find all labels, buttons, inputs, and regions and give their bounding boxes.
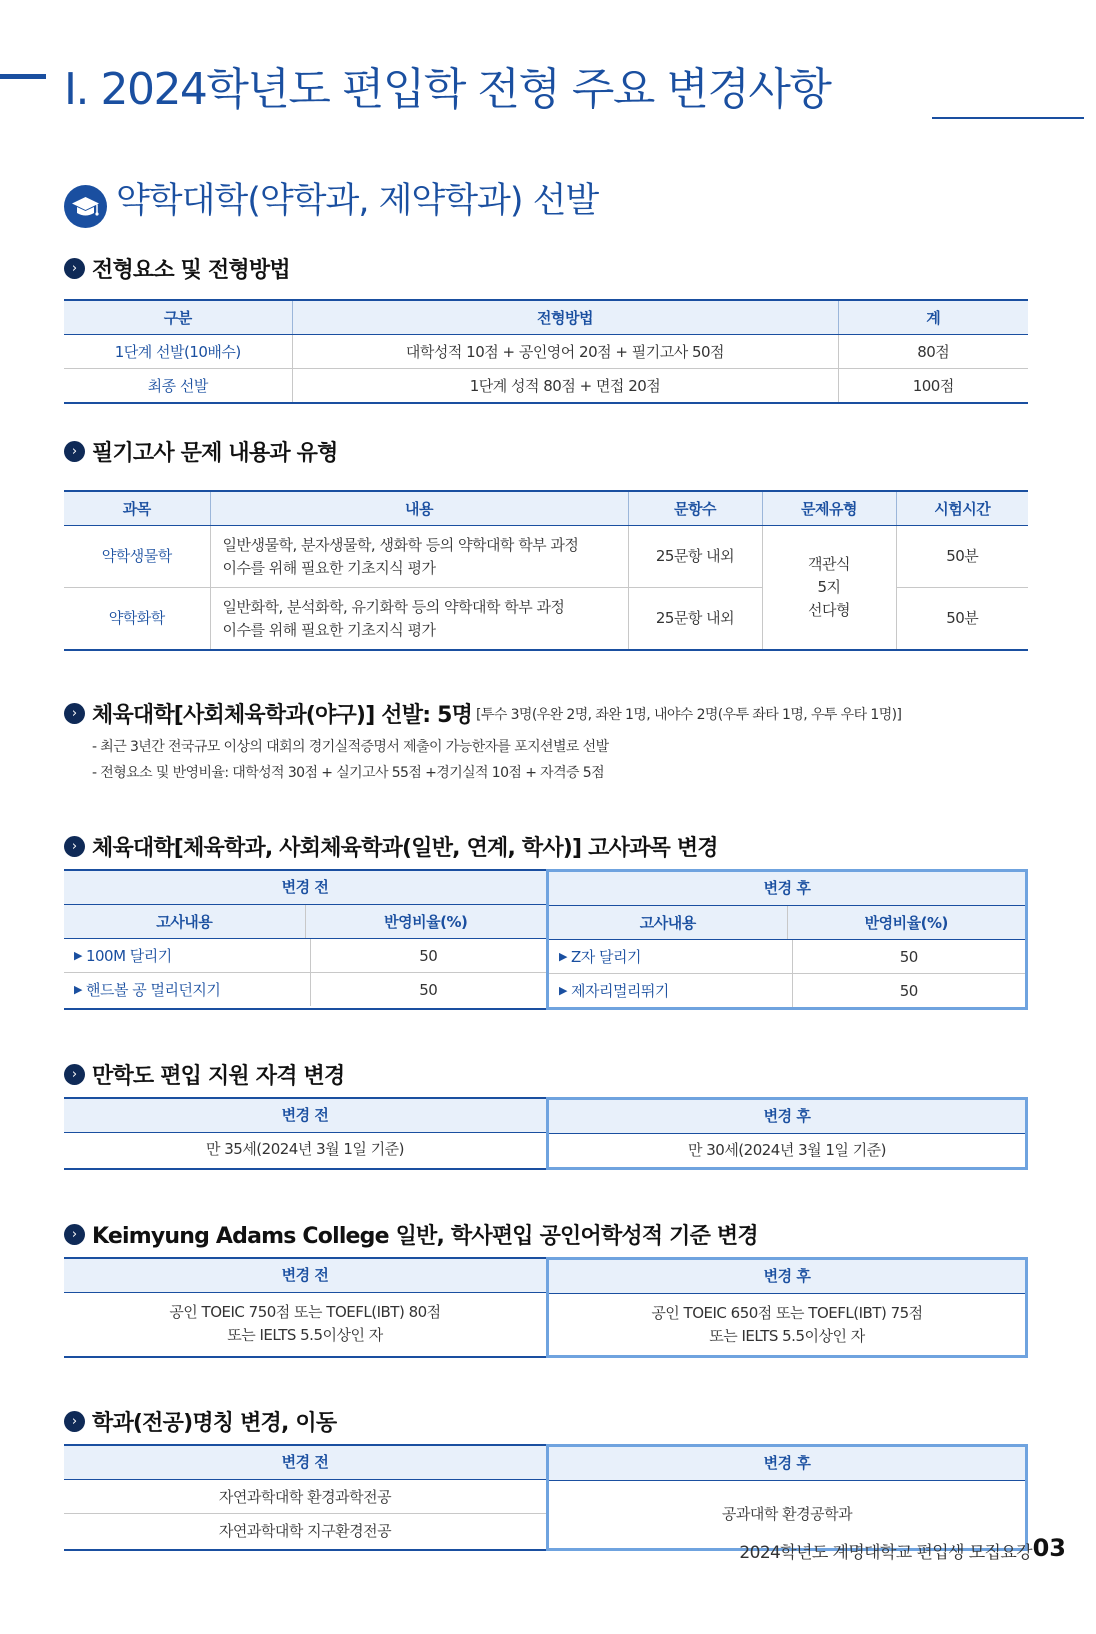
chevron-right-icon: › bbox=[64, 1224, 85, 1245]
subsection-title: 체육대학[사회체육학과(야구)] 선발: 5명 bbox=[92, 703, 473, 728]
table-cell: 자연과학대학 지구환경전공 bbox=[218, 1522, 392, 1540]
cell-text: Z자 달리기 bbox=[570, 948, 641, 966]
chevron-right-icon: › bbox=[64, 441, 85, 462]
content-line: 이수를 위해 필요한 기초지식 평가 bbox=[222, 558, 436, 577]
table-row bbox=[64, 1480, 546, 1514]
written-exam-table bbox=[64, 490, 1028, 651]
before-label: 변경 전 bbox=[64, 871, 546, 905]
content-line: 일반화학, 분석화학, 유기화학 등의 약학대학 학부 과정 bbox=[222, 597, 565, 616]
table-row bbox=[64, 526, 1028, 588]
column-header: 문제유형 bbox=[762, 491, 896, 526]
time-cell: 50분 bbox=[896, 526, 1028, 588]
after-panel bbox=[546, 869, 1028, 1010]
count-cell: 25문항 내외 bbox=[628, 588, 762, 651]
title-underline bbox=[932, 117, 1084, 119]
before-panel bbox=[64, 869, 546, 1010]
chevron-right-icon: › bbox=[64, 703, 85, 724]
table-cell: 50 bbox=[792, 974, 1026, 1007]
table-header-row bbox=[64, 905, 546, 939]
title-accent-bar bbox=[0, 74, 46, 79]
selection-method-table bbox=[64, 299, 1028, 404]
subsection-title: 만학도 편입 지원 자격 변경 bbox=[92, 1064, 345, 1089]
type-line: 선다형 bbox=[808, 601, 850, 619]
value-line: 또는 IELTS 5.5이상인 자 bbox=[227, 1325, 383, 1344]
age-eligibility-table bbox=[64, 1097, 1028, 1170]
footer-text: 2024학년도 계명대학교 편입생 모집요강 bbox=[739, 1543, 1032, 1563]
column-header: 반영비율(%) bbox=[787, 906, 1026, 939]
table-cell: 50 bbox=[310, 939, 547, 972]
chevron-right-icon: › bbox=[64, 1411, 85, 1432]
table-cell: 대학성적 10점 + 공인영어 20점 + 필기고사 50점 bbox=[292, 335, 838, 369]
table-cell bbox=[549, 940, 792, 973]
table-header-row bbox=[64, 491, 1028, 526]
language-score-table bbox=[64, 1257, 1028, 1358]
type-line: 5지 bbox=[817, 578, 841, 596]
before-value bbox=[64, 1293, 546, 1354]
column-header: 과목 bbox=[64, 491, 210, 526]
table-header-row bbox=[64, 300, 1028, 335]
after-value bbox=[549, 1294, 1025, 1355]
time-cell: 50분 bbox=[896, 588, 1028, 651]
chevron-right-icon: › bbox=[64, 836, 85, 857]
after-label: 변경 후 bbox=[549, 1447, 1025, 1481]
table-cell bbox=[64, 973, 310, 1006]
table-cell: 최종 선발 bbox=[64, 369, 292, 404]
value-line: 공인 TOEIC 650점 또는 TOEFL(IBT) 75점 bbox=[651, 1303, 923, 1322]
after-panel bbox=[546, 1444, 1028, 1551]
table-cell bbox=[64, 939, 310, 972]
content-line: 일반생물학, 분자생물학, 생화학 등의 약학대학 학부 과정 bbox=[222, 535, 579, 554]
subsection-title: 체육대학[체육학과, 사회체육학과(일반, 연계, 학사)] 고사과목 변경 bbox=[92, 836, 718, 861]
subject-cell: 약학생물학 bbox=[64, 526, 210, 588]
chevron-right-icon: › bbox=[64, 258, 85, 279]
subsection-heading bbox=[64, 1219, 758, 1250]
after-panel bbox=[546, 1257, 1028, 1358]
triangle-right-icon: ▶ bbox=[74, 983, 82, 996]
before-panel bbox=[64, 1257, 546, 1358]
notes-list bbox=[92, 734, 609, 786]
page-title: Ⅰ. 2024학년도 편입학 전형 주요 변경사항 bbox=[64, 64, 831, 115]
subsection-title: 전형요소 및 전형방법 bbox=[92, 258, 290, 283]
table-row bbox=[64, 369, 1028, 404]
subsection-heading bbox=[64, 1059, 344, 1090]
column-header: 고사내용 bbox=[156, 913, 213, 931]
page-number: 03 bbox=[1032, 1534, 1066, 1562]
after-value: 공과대학 환경공학과 bbox=[721, 1505, 853, 1523]
subsection-heading bbox=[64, 253, 290, 284]
before-label: 변경 전 bbox=[64, 1259, 546, 1293]
triangle-right-icon: ▶ bbox=[559, 950, 567, 963]
after-panel bbox=[546, 1097, 1028, 1170]
note-item: - 최근 3년간 전국규모 이상의 대회의 경기실적증명서 제출이 가능한자를 포지션별로 선발 bbox=[92, 739, 609, 755]
after-label: 변경 후 bbox=[549, 1260, 1025, 1294]
type-cell bbox=[762, 526, 896, 651]
table-row bbox=[549, 940, 1025, 974]
content-cell bbox=[210, 588, 628, 651]
table-row bbox=[549, 974, 1025, 1007]
column-header: 반영비율(%) bbox=[305, 905, 547, 938]
subject-cell: 약학화학 bbox=[64, 588, 210, 651]
table-row bbox=[64, 973, 546, 1006]
column-header: 시험시간 bbox=[896, 491, 1028, 526]
column-header: 문항수 bbox=[628, 491, 762, 526]
graduation-cap-icon bbox=[64, 185, 107, 228]
subsection-title: Keimyung Adams College 일반, 학사편입 공인어학성적 기준 변경 bbox=[92, 1224, 758, 1249]
value-line: 또는 IELTS 5.5이상인 자 bbox=[709, 1326, 865, 1345]
column-header: 고사내용 bbox=[639, 914, 696, 932]
subsection-title: 필기고사 문제 내용과 유형 bbox=[92, 441, 338, 466]
before-label: 변경 전 bbox=[64, 1099, 546, 1133]
note-item: - 전형요소 및 반영비율: 대학성적 30점 + 실기고사 55점 +경기실적 10점 + 자격증 5점 bbox=[92, 765, 605, 781]
table-cell: 100점 bbox=[838, 369, 1028, 404]
triangle-right-icon: ▶ bbox=[74, 949, 82, 962]
subsection-note: [투수 3명(우완 2명, 좌완 1명, 내야수 2명(우투 좌타 1명, 우투 우타 1명)] bbox=[476, 706, 902, 723]
table-cell: 50 bbox=[310, 973, 547, 1006]
value-line: 공인 TOEIC 750점 또는 TOEFL(IBT) 80점 bbox=[169, 1302, 441, 1321]
column-header: 전형방법 bbox=[292, 300, 838, 335]
table-cell: 80점 bbox=[838, 335, 1028, 369]
table-row bbox=[64, 1514, 546, 1547]
exam-subject-change-table bbox=[64, 869, 1028, 1010]
cell-text: 핸드볼 공 멀리던지기 bbox=[85, 981, 221, 999]
cell-text: 제자리멀리뛰기 bbox=[570, 982, 669, 1000]
department-change-table bbox=[64, 1444, 1028, 1551]
table-cell bbox=[549, 974, 792, 1007]
section-title: 약학대학(약학과, 제약학과) 선발 bbox=[116, 181, 599, 221]
column-header: 구분 bbox=[64, 300, 292, 335]
content-line: 이수를 위해 필요한 기초지식 평가 bbox=[222, 620, 436, 639]
before-label: 변경 전 bbox=[64, 1446, 546, 1480]
before-panel bbox=[64, 1444, 546, 1551]
content-cell bbox=[210, 526, 628, 588]
column-header: 계 bbox=[838, 300, 1028, 335]
after-label: 변경 후 bbox=[549, 1100, 1025, 1134]
before-panel bbox=[64, 1097, 546, 1170]
count-cell: 25문항 내외 bbox=[628, 526, 762, 588]
after-label: 변경 후 bbox=[549, 872, 1025, 906]
before-value: 만 35세(2024년 3월 1일 기준) bbox=[205, 1140, 405, 1158]
triangle-right-icon: ▶ bbox=[559, 984, 567, 997]
subsection-heading bbox=[64, 831, 718, 862]
type-line: 객관식 bbox=[808, 555, 850, 573]
after-value: 만 30세(2024년 3월 1일 기준) bbox=[687, 1141, 887, 1159]
cell-text: 100M 달리기 bbox=[85, 947, 172, 965]
table-row bbox=[64, 335, 1028, 369]
chevron-right-icon: › bbox=[64, 1064, 85, 1085]
table-row bbox=[64, 939, 546, 973]
table-cell: 자연과학대학 환경과학전공 bbox=[218, 1488, 392, 1506]
table-header-row bbox=[549, 906, 1025, 940]
subsection-heading bbox=[64, 1406, 336, 1437]
column-header: 내용 bbox=[210, 491, 628, 526]
subsection-title: 학과(전공)명칭 변경, 이동 bbox=[92, 1411, 337, 1436]
subsection-heading bbox=[64, 436, 338, 467]
subsection-heading bbox=[64, 698, 901, 729]
table-cell: 50 bbox=[792, 940, 1026, 973]
table-cell: 1단계 성적 80점 + 면접 20점 bbox=[292, 369, 838, 404]
table-cell: 1단계 선발(10배수) bbox=[64, 335, 292, 369]
